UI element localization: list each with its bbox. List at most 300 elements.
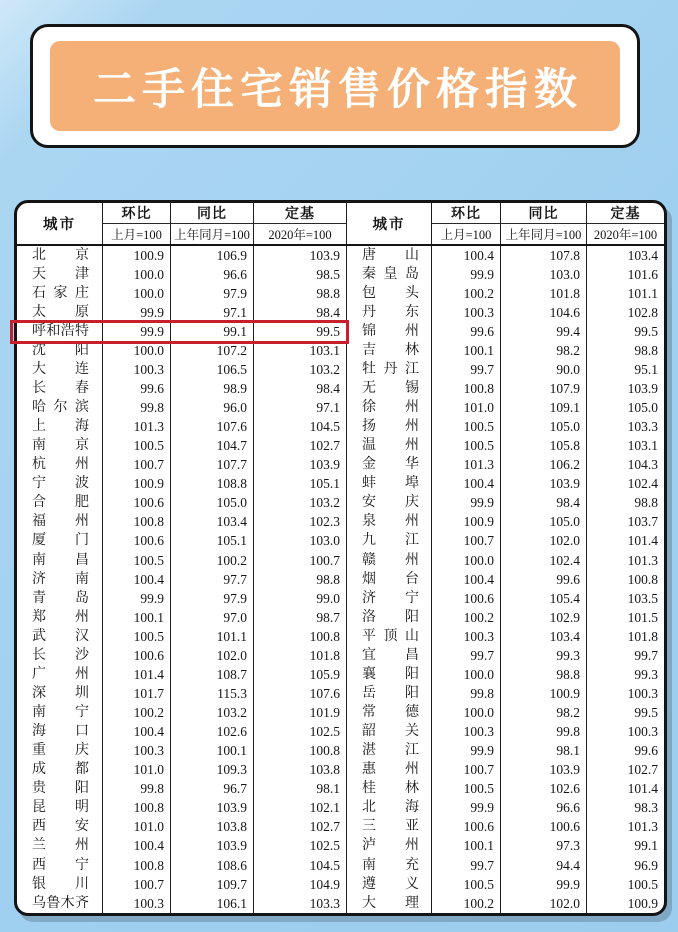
base-value: 98.8 <box>634 342 658 358</box>
base-value: 103.2 <box>254 494 347 513</box>
base-value: 100.8 <box>254 627 347 646</box>
yoy-value: 103.4 <box>171 513 254 532</box>
mom-value: 100.9 <box>103 246 171 265</box>
city-name: 海 口 <box>17 723 103 742</box>
city-name: 金 华 <box>347 456 432 475</box>
table-row <box>347 837 664 856</box>
city-column-header: 城市 <box>347 203 432 244</box>
yoy-value: 108.7 <box>171 665 254 684</box>
city-name: 济 南 <box>17 570 103 589</box>
yoy-value: 97.9 <box>171 589 254 608</box>
base-value: 98.1 <box>254 780 347 799</box>
table-row <box>347 513 664 532</box>
yoy-value: 98.8 <box>501 665 587 684</box>
city-name: 合 肥 <box>17 494 103 513</box>
title-banner-inner <box>50 41 620 131</box>
mom-value: 100.0 <box>103 341 171 360</box>
city-name: 扬 州 <box>347 418 432 437</box>
mom-sub-header: 上月=100 <box>103 224 171 244</box>
mom-value: 100.6 <box>103 646 171 665</box>
city-name: 韶 关 <box>347 723 432 742</box>
mom-value: 100.7 <box>432 532 501 551</box>
yoy-value: 102.6 <box>171 723 254 742</box>
base-value: 98.4 <box>254 379 347 398</box>
city-name: 大 连 <box>17 360 103 379</box>
table-row <box>347 875 664 894</box>
table-row <box>17 894 347 913</box>
city-name: 沈 阳 <box>17 341 103 360</box>
yoy-column-header: 同比 <box>171 203 254 224</box>
mom-value: 100.6 <box>432 589 501 608</box>
mom-column-header: 环比 <box>432 203 501 224</box>
table-row <box>17 513 347 532</box>
mom-value: 100.7 <box>103 456 171 475</box>
city-name: 厦 门 <box>17 532 103 551</box>
mom-value: 100.0 <box>103 265 171 284</box>
yoy-value: 105.0 <box>501 513 587 532</box>
city-name: 南 京 <box>17 437 103 456</box>
city-name: 襄 阳 <box>347 665 432 684</box>
mom-value: 101.0 <box>432 399 501 418</box>
city-name: 包 头 <box>347 284 432 303</box>
yoy-value: 109.3 <box>171 761 254 780</box>
base-value: 103.9 <box>627 380 658 396</box>
yoy-value: 97.0 <box>171 608 254 627</box>
mom-value: 100.1 <box>432 341 501 360</box>
table-row <box>347 532 664 551</box>
base-value: 99.1 <box>634 838 658 854</box>
yoy-value: 103.9 <box>171 799 254 818</box>
city-name: 锦 州 <box>347 322 432 341</box>
mom-value: 100.2 <box>103 704 171 723</box>
city-column-header: 城市 <box>17 203 103 244</box>
yoy-value: 105.1 <box>171 532 254 551</box>
table-row <box>17 818 347 837</box>
mom-value: 99.7 <box>432 856 501 875</box>
city-name: 九 江 <box>347 532 432 551</box>
base-value: 102.7 <box>627 762 658 778</box>
table-row <box>17 551 347 570</box>
city-name: 上 海 <box>17 418 103 437</box>
city-name: 桂 林 <box>347 780 432 799</box>
mom-value: 101.0 <box>103 818 171 837</box>
table-row <box>347 494 664 513</box>
yoy-value: 102.6 <box>501 780 587 799</box>
base-value: 99.3 <box>634 666 658 682</box>
city-name: 长 沙 <box>17 646 103 665</box>
yoy-value: 94.4 <box>501 856 587 875</box>
base-value: 103.0 <box>254 532 347 551</box>
mom-value: 100.0 <box>432 551 501 570</box>
base-value: 102.5 <box>254 837 347 856</box>
city-name: 三 亚 <box>347 818 432 837</box>
yoy-value: 103.9 <box>501 475 587 494</box>
base-value: 101.8 <box>254 646 347 665</box>
mom-value: 100.1 <box>103 608 171 627</box>
table-row <box>347 589 664 608</box>
base-value: 102.3 <box>254 513 347 532</box>
base-value: 99.0 <box>254 589 347 608</box>
city-name: 西 安 <box>17 818 103 837</box>
mom-value: 100.3 <box>432 303 501 322</box>
table-row <box>17 437 347 456</box>
base-value: 98.4 <box>254 303 347 322</box>
table-row <box>347 360 664 379</box>
table-row <box>347 684 664 703</box>
base-value: 95.1 <box>634 361 658 377</box>
mom-value: 100.0 <box>103 284 171 303</box>
yoy-value: 97.1 <box>171 303 254 322</box>
mom-value: 100.2 <box>432 284 501 303</box>
city-name: 武 汉 <box>17 627 103 646</box>
base-value: 105.1 <box>254 475 347 494</box>
yoy-value: 105.0 <box>171 494 254 513</box>
base-value: 99.5 <box>254 322 347 341</box>
mom-value: 100.5 <box>103 627 171 646</box>
base-value: 103.1 <box>627 438 658 454</box>
city-name: 呼 和 浩 特 <box>17 322 103 341</box>
table-row <box>17 418 347 437</box>
base-value: 103.9 <box>254 456 347 475</box>
mom-value: 101.3 <box>103 418 171 437</box>
table-row <box>17 303 347 322</box>
base-value: 103.9 <box>254 246 347 265</box>
base-value: 101.5 <box>627 609 658 625</box>
base-value: 104.5 <box>254 856 347 875</box>
yoy-column-header: 同比 <box>501 203 587 224</box>
base-value: 98.8 <box>254 570 347 589</box>
mom-value: 99.7 <box>432 360 501 379</box>
table-row <box>17 532 347 551</box>
city-name: 宜 昌 <box>347 646 432 665</box>
mom-value: 101.4 <box>103 665 171 684</box>
yoy-value: 107.6 <box>171 418 254 437</box>
yoy-value: 106.1 <box>171 894 254 913</box>
table-row <box>17 570 347 589</box>
base-value: 100.7 <box>254 551 347 570</box>
mom-value: 99.9 <box>103 322 171 341</box>
yoy-value: 106.5 <box>171 360 254 379</box>
table-header-left <box>17 203 347 246</box>
table-row <box>347 761 664 780</box>
table-row <box>17 475 347 494</box>
city-name: 杭 州 <box>17 456 103 475</box>
table-row <box>17 494 347 513</box>
mom-value: 100.3 <box>432 723 501 742</box>
mom-value: 99.7 <box>432 646 501 665</box>
city-name: 天 津 <box>17 265 103 284</box>
mom-value: 99.8 <box>432 684 501 703</box>
table-row <box>347 303 664 322</box>
base-value: 103.3 <box>254 894 347 913</box>
base-value: 104.9 <box>254 875 347 894</box>
table-row <box>17 265 347 284</box>
city-name: 南 宁 <box>17 704 103 723</box>
base-value: 100.3 <box>627 724 658 740</box>
base-sub-header: 2020年=100 <box>593 228 658 242</box>
base-value: 103.7 <box>627 514 658 530</box>
base-value: 102.7 <box>254 818 347 837</box>
table-row <box>347 399 664 418</box>
mom-value: 100.9 <box>103 475 171 494</box>
city-name: 安 庆 <box>347 494 432 513</box>
table-row <box>347 379 664 398</box>
table-row <box>17 322 347 341</box>
mom-value: 100.4 <box>103 723 171 742</box>
yoy-value: 103.9 <box>501 761 587 780</box>
yoy-value: 107.2 <box>171 341 254 360</box>
mom-value: 100.8 <box>103 513 171 532</box>
table-row <box>17 246 347 265</box>
yoy-value: 100.6 <box>501 818 587 837</box>
table-rows-right <box>347 246 664 913</box>
city-name: 成 都 <box>17 761 103 780</box>
mom-value: 100.5 <box>103 437 171 456</box>
mom-column-header: 环比 <box>103 203 171 224</box>
yoy-value: 102.0 <box>171 646 254 665</box>
city-name: 岳 阳 <box>347 684 432 703</box>
table-row <box>17 646 347 665</box>
table-row <box>17 742 347 761</box>
table-right-half <box>347 203 664 913</box>
base-column-header: 定基 <box>587 203 664 224</box>
table-row <box>17 856 347 875</box>
yoy-value: 115.3 <box>171 684 254 703</box>
base-value: 101.3 <box>627 819 658 835</box>
city-name: 石 家 庄 <box>17 284 103 303</box>
base-value: 103.5 <box>627 590 658 606</box>
yoy-value: 103.8 <box>171 818 254 837</box>
mom-value: 99.9 <box>103 589 171 608</box>
yoy-value: 101.8 <box>501 284 587 303</box>
mom-value: 101.3 <box>432 456 501 475</box>
yoy-value: 102.9 <box>501 608 587 627</box>
base-value: 99.6 <box>634 743 658 759</box>
base-value: 102.8 <box>627 304 658 320</box>
base-value: 101.4 <box>627 533 658 549</box>
yoy-value: 98.4 <box>501 494 587 513</box>
yoy-sub-header: 上年同月=100 <box>171 224 254 244</box>
base-value: 101.6 <box>627 266 658 282</box>
mom-value: 100.8 <box>103 856 171 875</box>
yoy-value: 98.9 <box>171 379 254 398</box>
yoy-value: 99.1 <box>171 322 254 341</box>
table-row <box>17 608 347 627</box>
city-name: 惠 州 <box>347 761 432 780</box>
base-value: 97.1 <box>254 399 347 418</box>
yoy-value: 106.2 <box>501 456 587 475</box>
base-value: 102.4 <box>627 476 658 492</box>
yoy-value: 104.6 <box>501 303 587 322</box>
city-name: 福 州 <box>17 513 103 532</box>
city-name: 青 岛 <box>17 589 103 608</box>
city-name: 泉 州 <box>347 513 432 532</box>
city-name: 大 理 <box>347 894 432 913</box>
yoy-value: 105.0 <box>501 418 587 437</box>
mom-value: 100.5 <box>432 418 501 437</box>
city-name: 牡 丹 江 <box>347 360 432 379</box>
mom-value: 100.6 <box>432 818 501 837</box>
city-name: 秦 皇 岛 <box>347 265 432 284</box>
table-row <box>17 399 347 418</box>
table-row <box>347 284 664 303</box>
table-row <box>347 341 664 360</box>
table-row <box>17 665 347 684</box>
base-value: 101.1 <box>627 285 658 301</box>
mom-value: 100.3 <box>432 627 501 646</box>
city-name: 重 庆 <box>17 742 103 761</box>
yoy-value: 103.0 <box>501 265 587 284</box>
city-name: 北 海 <box>347 799 432 818</box>
city-name: 温 州 <box>347 437 432 456</box>
city-name: 贵 阳 <box>17 780 103 799</box>
base-value: 103.8 <box>254 761 347 780</box>
city-name: 吉 林 <box>347 341 432 360</box>
yoy-value: 105.8 <box>501 437 587 456</box>
base-value: 104.3 <box>627 457 658 473</box>
city-name: 广 州 <box>17 665 103 684</box>
base-value: 103.4 <box>627 247 658 263</box>
table-header-right <box>347 203 664 246</box>
yoy-value: 101.1 <box>171 627 254 646</box>
city-name: 太 原 <box>17 303 103 322</box>
table-row <box>347 322 664 341</box>
table-row <box>17 341 347 360</box>
yoy-value: 96.6 <box>501 799 587 818</box>
mom-sub-header: 上月=100 <box>432 224 501 244</box>
mom-value: 100.4 <box>432 570 501 589</box>
city-name: 丹 东 <box>347 303 432 322</box>
mom-value: 100.5 <box>432 780 501 799</box>
base-column-header: 定基 <box>254 203 347 224</box>
price-index-table <box>14 200 667 916</box>
table-row <box>347 856 664 875</box>
yoy-value: 108.6 <box>171 856 254 875</box>
table-left-half <box>17 203 347 913</box>
yoy-value: 97.9 <box>171 284 254 303</box>
yoy-value: 99.9 <box>501 875 587 894</box>
yoy-value: 107.7 <box>171 456 254 475</box>
mom-value: 100.0 <box>432 665 501 684</box>
table-row <box>17 837 347 856</box>
title-banner <box>30 24 640 148</box>
city-name: 无 锡 <box>347 379 432 398</box>
table-row <box>347 246 664 265</box>
base-value: 98.3 <box>634 800 658 816</box>
city-name: 长 春 <box>17 379 103 398</box>
yoy-value: 99.4 <box>501 322 587 341</box>
city-name: 南 充 <box>347 856 432 875</box>
table-row <box>17 761 347 780</box>
base-value: 100.3 <box>627 685 658 701</box>
mom-value: 99.9 <box>432 494 501 513</box>
city-name: 郑 州 <box>17 608 103 627</box>
yoy-value: 98.2 <box>501 704 587 723</box>
city-name: 平 顶 山 <box>347 627 432 646</box>
base-value: 98.7 <box>254 608 347 627</box>
base-sub-header: 2020年=100 <box>254 224 347 244</box>
table-row <box>17 704 347 723</box>
yoy-value: 105.4 <box>501 589 587 608</box>
base-value: 100.8 <box>627 571 658 587</box>
mom-value: 100.8 <box>432 379 501 398</box>
yoy-value: 98.1 <box>501 742 587 761</box>
base-value: 100.5 <box>627 876 658 892</box>
yoy-value: 102.0 <box>501 894 587 913</box>
mom-value: 99.9 <box>103 303 171 322</box>
mom-value: 100.5 <box>432 437 501 456</box>
city-name: 唐 山 <box>347 246 432 265</box>
city-name: 赣 州 <box>347 551 432 570</box>
yoy-value: 96.6 <box>171 265 254 284</box>
base-value: 101.9 <box>254 704 347 723</box>
mom-value: 99.9 <box>432 742 501 761</box>
mom-value: 99.9 <box>432 799 501 818</box>
page-title: 二手住宅销售价格指数 <box>93 64 583 115</box>
city-name: 济 宁 <box>347 589 432 608</box>
mom-value: 100.6 <box>103 532 171 551</box>
table-row <box>17 379 347 398</box>
city-name: 深 圳 <box>17 684 103 703</box>
mom-value: 100.3 <box>103 360 171 379</box>
mom-value: 100.4 <box>103 837 171 856</box>
base-value: 107.6 <box>254 684 347 703</box>
city-name: 常 德 <box>347 704 432 723</box>
mom-value: 100.4 <box>103 570 171 589</box>
city-name: 银 川 <box>17 875 103 894</box>
table-row <box>347 780 664 799</box>
city-name: 南 昌 <box>17 551 103 570</box>
yoy-value: 100.2 <box>171 551 254 570</box>
base-value: 98.8 <box>254 284 347 303</box>
base-value: 98.5 <box>254 265 347 284</box>
yoy-value: 96.7 <box>171 780 254 799</box>
yoy-value: 109.1 <box>501 399 587 418</box>
yoy-value: 107.8 <box>501 246 587 265</box>
yoy-value: 102.0 <box>501 532 587 551</box>
table-row <box>347 608 664 627</box>
mom-value: 100.8 <box>103 799 171 818</box>
yoy-value: 103.2 <box>171 704 254 723</box>
base-value: 101.3 <box>627 552 658 568</box>
mom-value: 100.2 <box>432 894 501 913</box>
yoy-value: 103.4 <box>501 627 587 646</box>
city-name: 西 宁 <box>17 856 103 875</box>
table-row <box>347 665 664 684</box>
mom-value: 100.7 <box>103 875 171 894</box>
yoy-value: 99.6 <box>501 570 587 589</box>
table-row <box>347 418 664 437</box>
table-row <box>347 265 664 284</box>
yoy-value: 99.3 <box>501 646 587 665</box>
city-name: 昆 明 <box>17 799 103 818</box>
table-row <box>347 818 664 837</box>
yoy-value: 106.9 <box>171 246 254 265</box>
base-value: 103.3 <box>627 419 658 435</box>
table-row <box>17 875 347 894</box>
mom-value: 100.0 <box>432 704 501 723</box>
yoy-value: 107.9 <box>501 379 587 398</box>
city-name: 烟 台 <box>347 570 432 589</box>
yoy-value: 96.0 <box>171 399 254 418</box>
base-value: 101.8 <box>627 628 658 644</box>
table-row <box>347 742 664 761</box>
mom-value: 100.1 <box>432 837 501 856</box>
mom-value: 100.2 <box>432 608 501 627</box>
table-row <box>347 437 664 456</box>
table-row <box>17 799 347 818</box>
mom-value: 100.5 <box>103 551 171 570</box>
